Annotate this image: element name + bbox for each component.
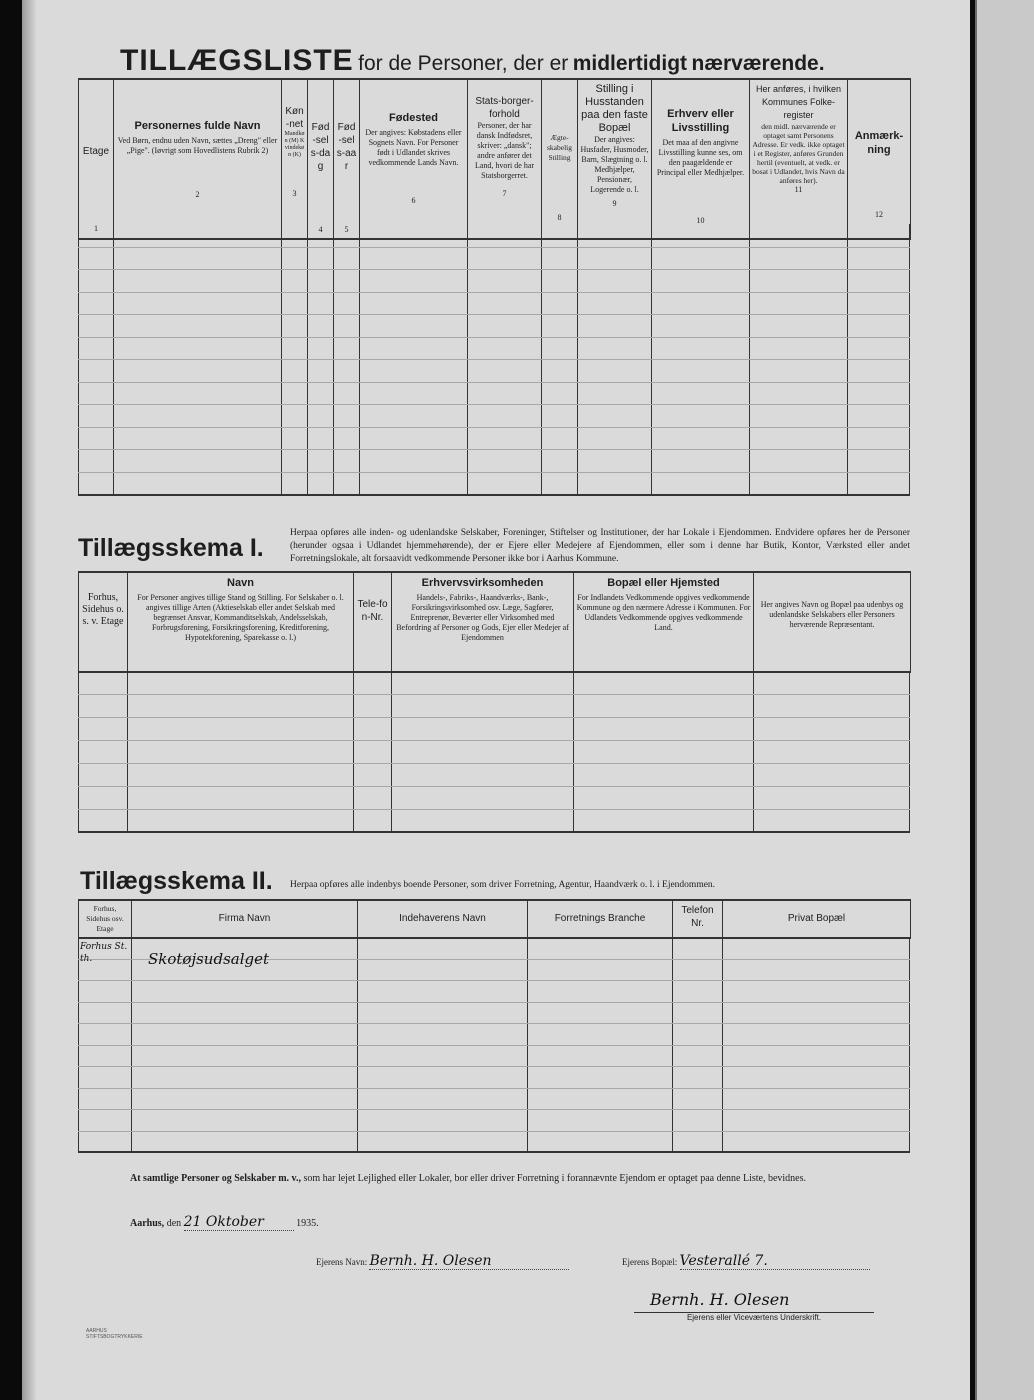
- printer-imprint: AARHUS STIFTSBOGTRYKKERIE: [86, 1328, 143, 1340]
- footer-place: Aarhus,: [130, 1218, 165, 1229]
- skema1-intro: Herpaa opføres alle inden- og udenlandske Selskaber, Foreninger, Stiftelser og Institutioner, der har Lokale i Ejendommen. Endvidere opføres her de Personer (herunder ogsaa i Udlandet hjemmehørende), der er Ejere eller Medejere af Ejendommen, eller som i denne har Butik, Kontor, Værksted eller andet Forretningslokale, alt forsaavidt vedkommende Personer ikke bor i Aarhus Kommune.: [290, 528, 910, 564]
- binding-shadow: [22, 0, 36, 1400]
- tillaegsliste-row-rule: [78, 292, 910, 293]
- tillaegsliste-row-rule: [78, 269, 910, 270]
- tillaegsliste-subtitle-b: midlertidigt: [572, 52, 688, 75]
- skema1-row-rule: [78, 763, 910, 764]
- owner-address: Vesterallé 7.: [680, 1253, 870, 1270]
- tillaegsliste-row-rule: [78, 382, 910, 383]
- skema1-row-rule: [78, 809, 910, 810]
- col-erhverv: Erhverv eller Livsstilling Det maa af den angivne Livsstilling kunne ses, om den paagældende er Principal eller Medhjælper. 10: [652, 79, 750, 239]
- tillaegsliste-row-rule: [78, 314, 910, 315]
- col-folkeregister: Her anføres, i hvilken Kommunes Folke-register den midl. nærværende er optaget samt Personens Adresse. Er vedk. ikke optaget i et Register, anføres Grunden hertil (eventuelt, at vedk. er bosat i Udlandet, hvis Navn da anføres her). 11: [750, 79, 848, 239]
- skema2-title: Tillægsskema II.: [80, 867, 273, 895]
- tillaegsliste-body: [78, 224, 910, 496]
- skema1-row-rule: [78, 717, 910, 718]
- skema2-row-rule: [78, 1023, 910, 1024]
- skema1-col-navn: Navn For Personer angives tillige Stand og Stilling. For Selskaber o. l. angives tillige Arten (Aktieselskab eller andet Selskab med begrænset Ansvar, Kommanditselskab, Andelsselskab, Forbrugsforening, Forsikringsforening, Kreditforening, Hypotekforening, Sparekasse o. l.): [128, 572, 354, 672]
- skema2-col-firma: Firma Navn: [132, 900, 358, 938]
- skema1-col-telefon: Tele-fon-Nr.: [354, 572, 392, 672]
- tillaegsliste-subtitle-a: for de Personer, der er: [358, 52, 569, 75]
- tillaegsliste-row-rule: [78, 449, 910, 450]
- skema2-row-rule: [78, 1109, 910, 1110]
- skema2-row-rule: [78, 1131, 910, 1132]
- owner-address-label: Ejerens Bopæl:: [622, 1257, 678, 1267]
- footer-date-line: [130, 1214, 319, 1231]
- col-aegteskab: Ægte-skabelig Stilling 8: [542, 79, 578, 239]
- skema1-col-rule: [573, 671, 574, 831]
- skema1-col-rule: [78, 671, 79, 831]
- owner-name-label: Ejerens Navn:: [316, 1257, 368, 1267]
- tillaegsliste-table: [78, 78, 911, 240]
- tillaegsliste-row-rule: [78, 472, 910, 473]
- skema2-body: [78, 937, 910, 1153]
- footer-den: den: [166, 1218, 182, 1229]
- tillaegsliste-header-row: [79, 79, 911, 239]
- owner-name-line: [316, 1253, 569, 1270]
- skema1-row-rule: [78, 786, 910, 787]
- skema1-col-etage: Forhus, Sidehus o. s. v. Etage: [79, 572, 128, 672]
- adjacent-page-edge: [975, 0, 1034, 1400]
- signature-label: Ejerens eller Viceværtens Underskrift.: [634, 1312, 874, 1322]
- tillaegsliste-row-rule: [78, 337, 910, 338]
- col-koen: Køn-net Mandkøn (M) Kvindekøn (K) 3: [282, 79, 308, 239]
- skema2-col-bopael: Privat Bopæl: [723, 900, 911, 938]
- skema1-col-rule: [909, 671, 910, 831]
- skema2-col-branche: Forretnings Branche: [528, 900, 673, 938]
- skema1-col-bopael: Bopæl eller Hjemsted For Indlandets Vedkommende opgives vedkommende Kommune og den nærmere Adresse i Kommunen. For Udlandets Vedkommende opgives vedkommende Land.: [574, 572, 754, 672]
- col-foedested: Fødested Der angives: Købstadens eller Sognets Navn. For Personer født i Udlandet skrives vedkommende Lands Navn. 6: [360, 79, 468, 239]
- skema1-row-rule: [78, 694, 910, 695]
- skema1-row-rule: [78, 740, 910, 741]
- skema1-col-rule: [353, 671, 354, 831]
- footer-statement-rest: som har lejet Lejlighed eller Lokaler, bor eller driver Forretning i forannævnte Ejendom er optaget paa denne Liste, bevidnes.: [303, 1173, 806, 1184]
- skema1-col-erhverv: Erhvervsvirksomheden Handels-, Fabriks-, Haandværks-, Bank-, Forsikringsvirksomhed osv. Læge, Sagfører, Entreprenør, Beværter eller Virksomhed med Befordring af Personer og Gods, Ejer eller Medejer af Ejendommen: [392, 572, 574, 672]
- footer-year: 1935.: [296, 1218, 319, 1229]
- skema2-row-rule: [78, 1002, 910, 1003]
- owner-address-line: [622, 1253, 870, 1270]
- skema2-col-etage: Forhus, Sidehus osv. Etage: [79, 900, 132, 938]
- footer-statement-bold: At samtlige Personer og Selskaber m. v.,: [130, 1173, 302, 1184]
- skema2-intro: Herpaa opføres alle indenbys boende Personer, som driver Forretning, Agentur, Haandværk o. l. i Ejendommen.: [290, 880, 716, 890]
- skema1-col-rule: [753, 671, 754, 831]
- skema1-col-rule: [127, 671, 128, 831]
- skema2-row-rule: [78, 1088, 910, 1089]
- skema2-row-rule: [78, 980, 910, 981]
- col-etage: Etage 1: [79, 79, 114, 239]
- skema2-col-indehaver: Indehaverens Navn: [358, 900, 528, 938]
- col-foedselsdag: Fød-sels-dag 4: [308, 79, 334, 239]
- owner-name: Bernh. H. Olesen: [369, 1253, 569, 1270]
- skema1-col-repraesentant: Her angives Navn og Bopæl paa udenbys og udenlandske Selskabers eller Personers herværende Repræsentant.: [754, 572, 911, 672]
- skema2-row-rule: [78, 1045, 910, 1046]
- col-anmaerkning: Anmærk-ning 12: [848, 79, 911, 239]
- col-navn: Personernes fulde Navn Ved Børn, endnu uden Navn, sættes „Dreng" eller „Pige". (Iøvrigt som Hovedlistens Rubrik 2) 2: [114, 79, 282, 239]
- tillaegsliste-row-rule: [78, 247, 910, 248]
- tillaegsliste-subtitle-c: nærværende.: [691, 52, 825, 75]
- skema1-body: [78, 671, 910, 833]
- owner-signature: Bernh. H. Olesen: [650, 1290, 790, 1309]
- footer-date: 21 Oktober: [184, 1214, 294, 1231]
- skema1-table: [78, 571, 911, 673]
- tillaegsliste-row-rule: [78, 359, 910, 360]
- skema2-table: [78, 899, 911, 939]
- skema2-entry-etage: Forhus St. th.: [80, 942, 128, 964]
- col-foedselsaar: Fød-sels-aar 5: [334, 79, 360, 239]
- col-husstand: Stilling i Husstanden paa den faste Bopæl Der angives: Husfader, Husmoder, Barn, Slægtning o. l. Medhjælper, Pensionær, Logerende o. l. 9: [578, 79, 652, 239]
- col-statsborger: Stats-borger-forhold Personer, der har dansk Indfødsret, skriver: „dansk"; andre anfører det Land, hvori de har Statsborgerret. 7: [468, 79, 542, 239]
- tillaegsliste-heading: [120, 44, 825, 78]
- skema2-col-telefon: Telefon Nr.: [673, 900, 723, 938]
- skema1-title: Tillægsskema I.: [78, 534, 264, 562]
- tillaegsliste-title: TILLÆGSLISTE: [120, 44, 354, 77]
- footer-statement: [130, 1172, 910, 1185]
- skema2-row-rule: [78, 1066, 910, 1067]
- tillaegsliste-row-rule: [78, 427, 910, 428]
- skema1-col-rule: [391, 671, 392, 831]
- skema2-entry-firma: Skotøjsudsalget: [148, 950, 270, 968]
- tillaegsliste-row-rule: [78, 404, 910, 405]
